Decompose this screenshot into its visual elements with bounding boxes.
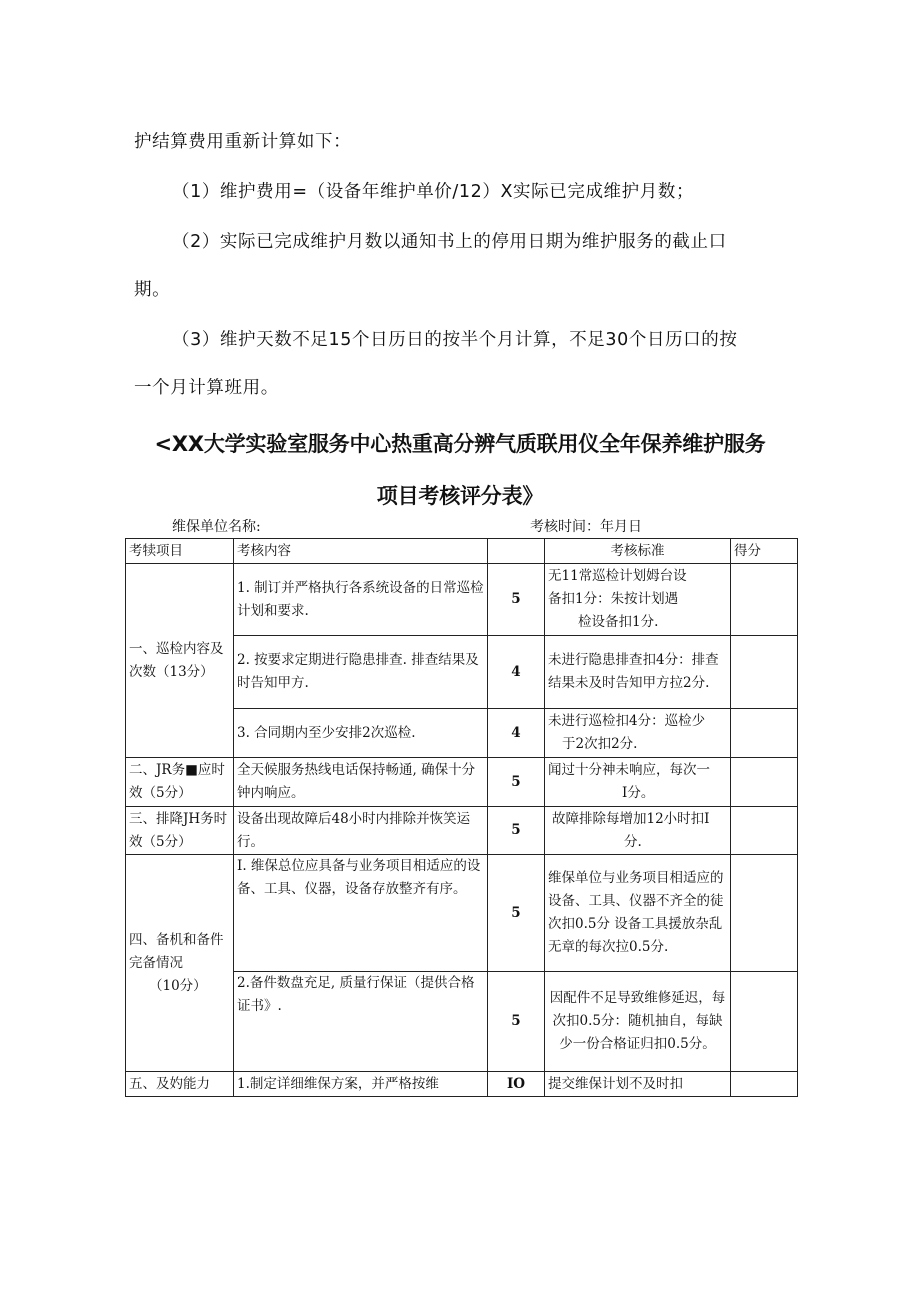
score-cell (731, 855, 798, 972)
score-cell (731, 709, 798, 758)
score-cell (731, 972, 798, 1072)
row-points: 5 (488, 564, 545, 636)
score-cell (731, 758, 798, 807)
standard-line: I分。 (622, 785, 655, 801)
row-content: 2.备件数盘充足, 质量行保证（提供合格证书》. (234, 972, 488, 1072)
row-content: 1. 制订并严格执行各系统设备的日常巡检计划和要求. (234, 564, 488, 636)
row-points: 4 (488, 636, 545, 709)
row-standard (545, 709, 731, 758)
paragraph-item-1: （1）维护费用=（设备年维护单价/12）X实际已完成维护月数； (172, 182, 695, 202)
standard-line: 检设备扣1分. (578, 614, 659, 630)
table-row (126, 855, 798, 972)
table-row (126, 758, 798, 807)
row-standard (545, 564, 731, 636)
category-response: 二、JR务■应时效（5分） (126, 758, 234, 807)
score-cell (731, 636, 798, 709)
document-title-line2: 项目考核评分表》 (376, 484, 544, 508)
row-content: 设备出现故障后48小时内排除并恢笑运行。 (234, 807, 488, 855)
header-standard: 考核标准 (545, 539, 731, 564)
row-standard (545, 807, 731, 855)
score-cell (731, 1072, 798, 1097)
assessment-time-label: 考核时间：年月日 (530, 519, 642, 535)
paragraph-item-2-cont: 期。 (134, 280, 171, 300)
assessment-table (125, 538, 798, 1097)
row-content: 3. 合同期内至少安排2次巡检. (234, 709, 488, 758)
score-cell (731, 807, 798, 855)
row-standard (545, 758, 731, 807)
row-points: 5 (488, 807, 545, 855)
row-content: I. 维保总位应具备与业务项目相适应的设备、工具、仪器，设备存放整齐有序。 (234, 855, 488, 972)
score-cell (731, 564, 798, 636)
standard-line: 故障排除每增加12小时扣I (552, 810, 710, 827)
header-score: 得分 (731, 539, 798, 564)
category-troubleshooting: 三、排降JH务时效（5分） (126, 807, 234, 855)
paragraph-item-2: （2）实际已完成维护月数以通知书上的停用日期为维护服务的截止口 (172, 232, 727, 252)
table-row (126, 564, 798, 636)
category-inspection: 一、巡检内容及次数（13分） (126, 564, 234, 758)
row-standard: 提交维保计划不及时扣 (545, 1072, 731, 1097)
row-points: 5 (488, 972, 545, 1072)
row-points: 5 (488, 855, 545, 972)
header-item: 考犊项目 (126, 539, 234, 564)
paragraph-item-3: （3）维护天数不足15个日历日的按半个月计算，不足30个日历口的按 (172, 330, 738, 350)
paragraph-item-3-cont: 一个月计算班用。 (134, 378, 279, 398)
standard-line: 闻过十分神未响应，每次一 (548, 762, 710, 778)
standard-line: 分. (624, 833, 642, 850)
row-content: 1.制定详细维保方案，并严格按维 (234, 1072, 488, 1097)
category-capability: 五、及妁能力 (126, 1072, 234, 1097)
category-spare-parts (126, 855, 234, 1072)
standard-line: 无11常巡检计划姆台设 (548, 568, 687, 584)
category-label: 四、备机和备件完备情况 (129, 931, 224, 971)
row-points: 4 (488, 709, 545, 758)
category-points: （10分） (149, 977, 207, 994)
standard-line: 备扣1分：朱按计划遇 (548, 591, 679, 607)
table-header-row (126, 539, 798, 564)
row-points: 5 (488, 758, 545, 807)
table-row (126, 807, 798, 855)
table-row (126, 1072, 798, 1097)
maintenance-unit-label: 维保单位名称: (172, 519, 261, 535)
paragraph-intro: 护结算费用重新计算如下： (134, 132, 352, 152)
header-content: 考核内容 (234, 539, 488, 564)
row-standard: 维保单位与业务项目相适应的设备、工具、仪器不齐全的徒次扣0.5分 设备工具援放杂乱无章的每次拉0.5分. (545, 855, 731, 972)
row-points: IO (488, 1072, 545, 1097)
standard-line: 于2次扣2分. (562, 736, 638, 752)
standard-line: 未进行巡检扣4分：巡检少 (548, 713, 706, 729)
row-content: 2. 按要求定期进行隐患排查. 排查结果及时告知甲方. (234, 636, 488, 709)
header-points (488, 539, 545, 564)
document-title-line1: <XX大学实验室服务中心热重高分辨气质联用仪全年保养维护服务 (154, 432, 766, 456)
row-standard: 因配件不足导致维修延迟，每次扣0.5分：随机抽自，每缺少一份合格证归扣0.5分。 (545, 972, 731, 1072)
row-standard: 未进行隐患排查扣4分：排查结果未及时告知甲方拉2分. (545, 636, 731, 709)
row-content: 全天候服务热线电话保持畅通, 确保十分钟内响应。 (234, 758, 488, 807)
